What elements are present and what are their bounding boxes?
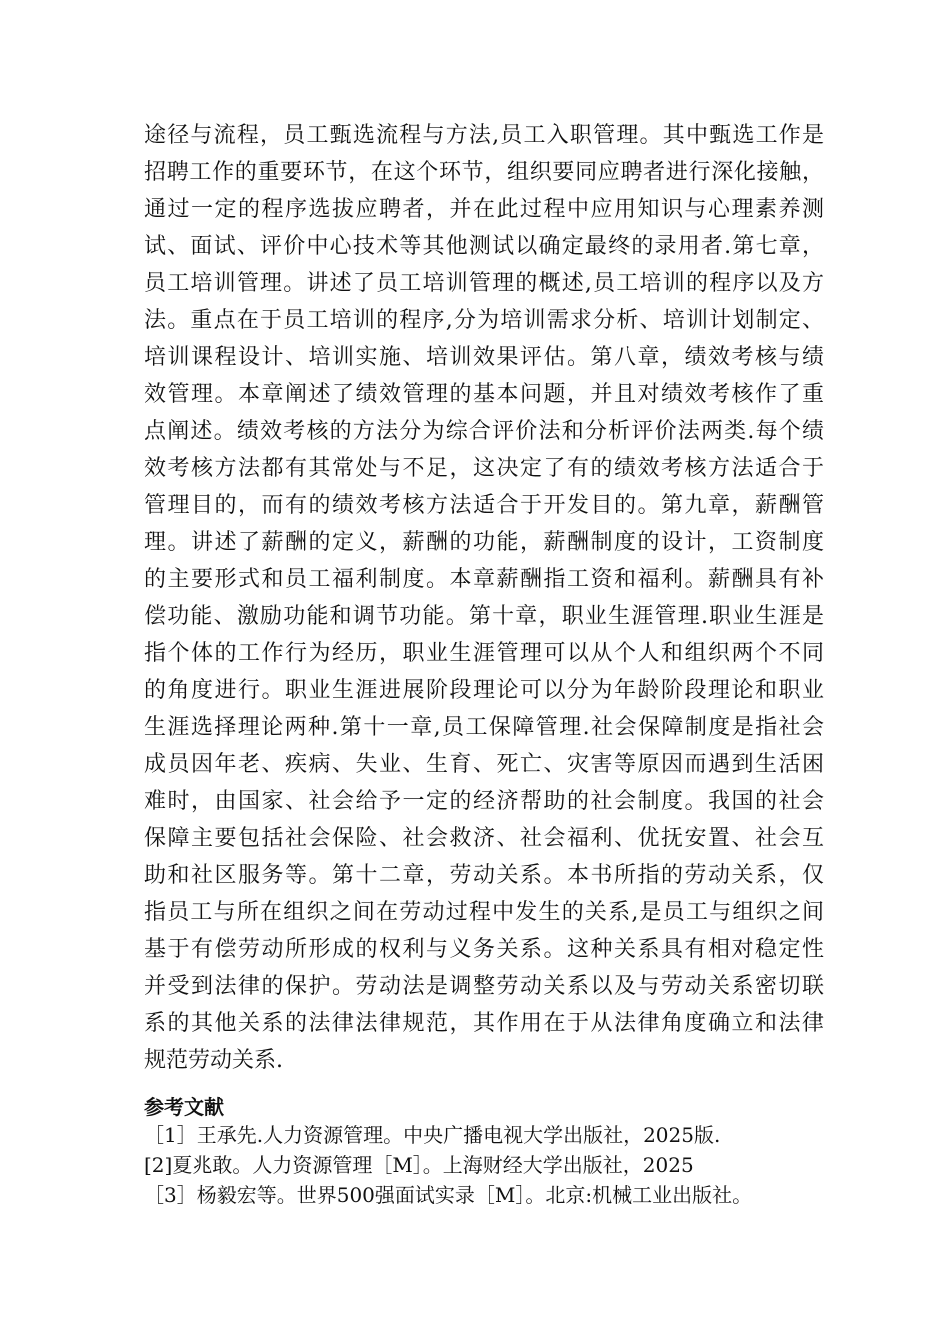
body-line: 法。重点在于员工培训的程序,分为培训需求分析、培训计划制定、 bbox=[144, 308, 824, 333]
body-line: 指员工与所在组织之间在劳动过程中发生的关系,是员工与组织之间 bbox=[144, 900, 824, 925]
body-line: 成员因年老、疾病、失业、生育、死亡、灾害等原因而遇到生活困 bbox=[144, 752, 824, 777]
references-list bbox=[144, 1120, 752, 1210]
body-line: 规范劳动关系. bbox=[144, 1048, 283, 1073]
body-line: 招聘工作的重要环节，在这个环节，组织要同应聘者进行深化接触， bbox=[144, 160, 824, 185]
body-line: 点阐述。绩效考核的方法分为综合评价法和分析评价法两类.每个绩 bbox=[144, 419, 824, 444]
body-line: 保障主要包括社会保险、社会救济、社会福利、优抚安置、社会互 bbox=[144, 826, 824, 851]
body-line: 员工培训管理。讲述了员工培训管理的概述,员工培训的程序以及方 bbox=[144, 271, 824, 296]
body-line: 指个体的工作行为经历，职业生涯管理可以从个人和组织两个不同 bbox=[144, 641, 824, 666]
body-line: 系的其他关系的法律法律规范，其作用在于从法律角度确立和法律 bbox=[144, 1011, 824, 1036]
body-line: 基于有偿劳动所形成的权利与义务关系。这种关系具有相对稳定性 bbox=[144, 937, 824, 962]
body-line: 通过一定的程序选拔应聘者，并在此过程中应用知识与心理素养测 bbox=[144, 197, 824, 222]
body-paragraph bbox=[144, 117, 824, 1079]
body-line: 生涯选择理论两种.第十一章,员工保障管理.社会保障制度是指社会 bbox=[144, 715, 824, 740]
body-line: 管理目的，而有的绩效考核方法适合于开发目的。第九章，薪酬管 bbox=[144, 493, 824, 518]
body-line: 助和社区服务等。第十二章，劳动关系。本书所指的劳动关系，仅 bbox=[144, 863, 824, 888]
body-line: 的主要形式和员工福利制度。本章薪酬指工资和福利。薪酬具有补 bbox=[144, 567, 824, 592]
body-line: 效考核方法都有其常处与不足，这决定了有的绩效考核方法适合于 bbox=[144, 456, 824, 481]
reference-item: ［1］王承先.人力资源管理。中央广播电视大学出版社，2025版. bbox=[144, 1123, 721, 1147]
body-line: 理。讲述了薪酬的定义，薪酬的功能，薪酬制度的设计，工资制度 bbox=[144, 530, 824, 555]
body-line: 的角度进行。职业生涯进展阶段理论可以分为年龄阶段理论和职业 bbox=[144, 678, 824, 703]
body-line: 效管理。本章阐述了绩效管理的基本问题，并且对绩效考核作了重 bbox=[144, 382, 824, 407]
body-line: 培训课程设计、培训实施、培训效果评估。第八章，绩效考核与绩 bbox=[144, 345, 824, 370]
reference-item: ［3］杨毅宏等。世界500强面试实录［M］。北京:机械工业出版社。 bbox=[144, 1183, 753, 1207]
references-heading: 参考文献 bbox=[144, 1095, 224, 1119]
body-line: 途径与流程，员工甄选流程与方法,员工入职管理。其中甄选工作是 bbox=[144, 123, 824, 148]
body-line: 并受到法律的保护。劳动法是调整劳动关系以及与劳动关系密切联 bbox=[144, 974, 824, 999]
reference-item: [2]夏兆敢。人力资源管理［M］。上海财经大学出版社，2025 bbox=[144, 1153, 694, 1177]
body-line: 难时，由国家、社会给予一定的经济帮助的社会制度。我国的社会 bbox=[144, 789, 824, 814]
body-line: 试、面试、评价中心技术等其他测试以确定最终的录用者.第七章， bbox=[144, 234, 824, 259]
body-line: 偿功能、激励功能和调节功能。第十章，职业生涯管理.职业生涯是 bbox=[144, 604, 824, 629]
